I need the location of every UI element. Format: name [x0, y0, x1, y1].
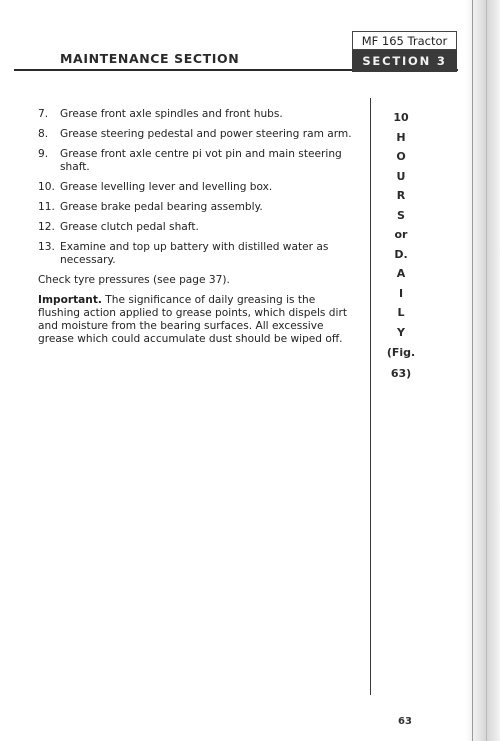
item-number: 10.: [38, 181, 55, 193]
list-item: [38, 201, 356, 214]
section-heading: MAINTENANCE SECTION: [60, 51, 240, 66]
figure-reference: (Fig.: [386, 346, 416, 359]
list-item: [38, 108, 356, 121]
item-number: 12.: [38, 221, 55, 233]
interval-label-char: A: [396, 267, 406, 280]
spine-edge-line: [486, 0, 487, 741]
item-text: Grease steering pedestal and power steering ram arm.: [60, 128, 352, 140]
important-note: [38, 294, 356, 346]
interval-label-char: 10: [393, 111, 409, 124]
interval-label-char: O: [396, 150, 406, 163]
item-number: 13.: [38, 241, 55, 253]
interval-label-char: or: [394, 228, 408, 241]
list-item: [38, 221, 356, 234]
item-text: Grease front axle spindles and front hubs.: [60, 108, 283, 120]
maintenance-content: [38, 108, 356, 353]
interval-label-char: Y: [397, 325, 405, 339]
important-label: Important.: [38, 294, 102, 306]
item-number: 8.: [38, 128, 49, 140]
item-number: 7.: [38, 108, 49, 120]
interval-label-char: H: [396, 130, 406, 144]
interval-label-char: R: [396, 189, 406, 202]
page-spine-shadow: [466, 0, 500, 741]
tyre-pressure-note: Check tyre pressures (see page 37).: [38, 274, 230, 286]
section-number-badge: SECTION 3: [352, 50, 457, 72]
interval-label-char: S: [397, 208, 405, 222]
item-number: 11.: [38, 201, 55, 213]
tractor-model-label: MF 165 Tractor: [352, 31, 457, 50]
list-item: [38, 181, 356, 194]
page-number: 63: [398, 716, 412, 727]
item-text: Grease brake pedal bearing assembly.: [60, 201, 263, 213]
interval-label-char: U: [396, 169, 406, 183]
item-text: Examine and top up battery with distilled water as necessary.: [60, 241, 329, 266]
list-item: [38, 148, 356, 174]
interval-label-char: L: [397, 306, 405, 319]
item-text: Grease levelling lever and levelling box.: [60, 181, 273, 193]
figure-reference: 63): [390, 367, 412, 380]
item-text: Grease front axle centre pi vot pin and main steering shaft.: [60, 148, 342, 173]
interval-label-char: D.: [394, 247, 408, 261]
spine-edge-line: [472, 0, 473, 741]
item-text: Grease clutch pedal shaft.: [60, 221, 199, 233]
list-item: [38, 241, 356, 267]
interval-label-char: I: [398, 286, 404, 300]
item-number: 9.: [38, 148, 49, 160]
list-item: [38, 128, 356, 141]
column-divider: [370, 98, 371, 695]
important-text: The significance of daily greasing is the flushing action applied to grease points, which dispels dirt and moisture from the bearing surfaces. All excessive grease which could accumulate dust should be wiped off.: [38, 294, 347, 345]
interval-label-column: [372, 108, 430, 384]
